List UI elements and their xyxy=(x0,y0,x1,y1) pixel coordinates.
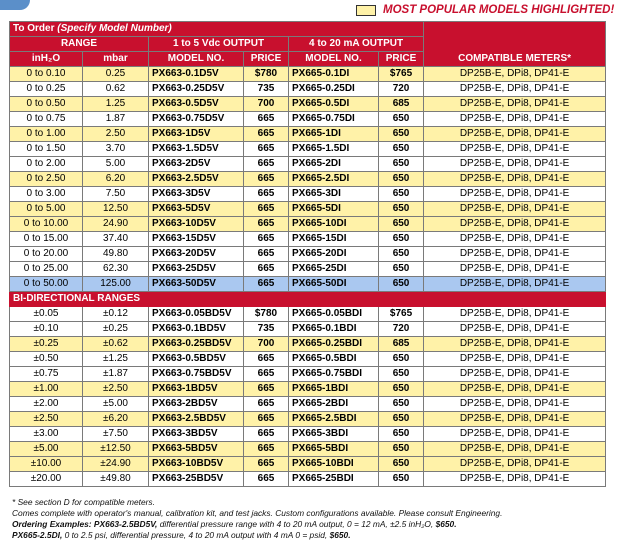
range-mbar: ±1.25 xyxy=(83,352,149,367)
range-mbar: 1.87 xyxy=(83,112,149,127)
range-inh2o: 0 to 0.25 xyxy=(10,82,83,97)
compatible-meters: DP25B-E, DPi8, DP41-E xyxy=(424,67,606,82)
range-inh2o: ±2.00 xyxy=(10,397,83,412)
compatible-meters: DP25B-E, DPi8, DP41-E xyxy=(424,472,606,487)
vdc-model-number: PX663-0.5BD5V xyxy=(149,352,244,367)
ma-price: 650 xyxy=(379,262,424,277)
table-row xyxy=(10,187,606,202)
title-main: To Order xyxy=(13,23,55,34)
vdc-price: 700 xyxy=(244,337,289,352)
ma-price: 650 xyxy=(379,412,424,427)
compatible-meters: DP25B-E, DPi8, DP41-E xyxy=(424,442,606,457)
ma-price: $765 xyxy=(379,67,424,82)
compatible-meters: DP25B-E, DPi8, DP41-E xyxy=(424,352,606,367)
vdc-price: 665 xyxy=(244,187,289,202)
range-mbar: ±24.90 xyxy=(83,457,149,472)
table-title xyxy=(10,22,424,37)
note-meters: * See section D for compatible meters. xyxy=(12,497,155,507)
ma-model-number: PX665-3BDI xyxy=(289,427,379,442)
range-mbar: 0.25 xyxy=(83,67,149,82)
ma-price: 685 xyxy=(379,337,424,352)
range-inh2o: ±0.05 xyxy=(10,307,83,322)
range-mbar: 5.00 xyxy=(83,157,149,172)
compatible-meters: DP25B-E, DPi8, DP41-E xyxy=(424,367,606,382)
ma-price: 720 xyxy=(379,322,424,337)
ma-model-number: PX665-3DI xyxy=(289,187,379,202)
range-inh2o: ±20.00 xyxy=(10,472,83,487)
range-mbar: 2.50 xyxy=(83,127,149,142)
table-row xyxy=(10,262,606,277)
compatible-meters: DP25B-E, DPi8, DP41-E xyxy=(424,202,606,217)
ma-model-number: PX665-0.25BDI xyxy=(289,337,379,352)
ma-model-number: PX665-1BDI xyxy=(289,382,379,397)
vdc-price: 665 xyxy=(244,277,289,292)
table-row xyxy=(10,112,606,127)
header-compatible-meters: COMPATIBLE METERS* xyxy=(424,22,606,67)
ma-model-number: PX665-1.5DI xyxy=(289,142,379,157)
table-row xyxy=(10,67,606,82)
vdc-price: 665 xyxy=(244,367,289,382)
vdc-price: 735 xyxy=(244,322,289,337)
ordering-example-2 xyxy=(12,530,624,541)
header-ma-output: 4 to 20 mA OUTPUT xyxy=(289,37,424,52)
ma-model-number: PX665-0.75BDI xyxy=(289,367,379,382)
note-includes: Comes complete with operator's manual, calibration kit, and test jacks. Custom configurations available. Please consult Engineering. xyxy=(12,508,503,518)
header-range: RANGE xyxy=(10,37,149,52)
range-mbar: ±49.80 xyxy=(83,472,149,487)
ma-model-number: PX665-10BDI xyxy=(289,457,379,472)
range-mbar: 3.70 xyxy=(83,142,149,157)
ma-price: 650 xyxy=(379,112,424,127)
col-mbar: mbar xyxy=(83,52,149,67)
ma-model-number: PX665-2DI xyxy=(289,157,379,172)
compatible-meters: DP25B-E, DPi8, DP41-E xyxy=(424,232,606,247)
example-1-price: $650. xyxy=(433,519,457,529)
vdc-price: 665 xyxy=(244,442,289,457)
ma-model-number: PX665-0.25DI xyxy=(289,82,379,97)
example-2-price: $650. xyxy=(327,530,351,540)
ma-price: 650 xyxy=(379,172,424,187)
vdc-model-number: PX663-5D5V xyxy=(149,202,244,217)
table-row xyxy=(10,82,606,97)
range-inh2o: 0 to 3.00 xyxy=(10,187,83,202)
compatible-meters: DP25B-E, DPi8, DP41-E xyxy=(424,97,606,112)
ma-model-number: PX665-1DI xyxy=(289,127,379,142)
ma-price: 650 xyxy=(379,247,424,262)
ma-price: 650 xyxy=(379,202,424,217)
range-inh2o: ±0.75 xyxy=(10,367,83,382)
range-mbar: 49.80 xyxy=(83,247,149,262)
range-mbar: ±1.87 xyxy=(83,367,149,382)
range-inh2o: ±5.00 xyxy=(10,442,83,457)
compatible-meters: DP25B-E, DPi8, DP41-E xyxy=(424,172,606,187)
table-row xyxy=(10,157,606,172)
range-mbar: 1.25 xyxy=(83,97,149,112)
popular-legend xyxy=(356,2,614,18)
range-mbar: ±0.12 xyxy=(83,307,149,322)
col-ma-price: PRICE xyxy=(379,52,424,67)
range-inh2o: 0 to 15.00 xyxy=(10,232,83,247)
compatible-meters: DP25B-E, DPi8, DP41-E xyxy=(424,112,606,127)
range-mbar: ±12.50 xyxy=(83,442,149,457)
table-row xyxy=(10,412,606,427)
vdc-model-number: PX663-0.25BD5V xyxy=(149,337,244,352)
bidirectional-rows xyxy=(10,307,606,487)
range-inh2o: 0 to 2.00 xyxy=(10,157,83,172)
vdc-model-number: PX663-1.5D5V xyxy=(149,142,244,157)
ma-model-number: PX665-0.75DI xyxy=(289,112,379,127)
compatible-meters: DP25B-E, DPi8, DP41-E xyxy=(424,82,606,97)
bidirectional-heading: BI-DIRECTIONAL RANGES xyxy=(10,292,606,307)
table-row xyxy=(10,367,606,382)
table-row xyxy=(10,457,606,472)
range-inh2o: 0 to 0.50 xyxy=(10,97,83,112)
decorative-corner xyxy=(0,0,30,10)
vdc-price: $780 xyxy=(244,67,289,82)
range-mbar: 7.50 xyxy=(83,187,149,202)
ma-model-number: PX665-0.05BDI xyxy=(289,307,379,322)
vdc-model-number: PX663-2D5V xyxy=(149,157,244,172)
range-inh2o: 0 to 25.00 xyxy=(10,262,83,277)
table-row xyxy=(10,382,606,397)
table-row xyxy=(10,322,606,337)
ma-price: 650 xyxy=(379,352,424,367)
compatible-meters: DP25B-E, DPi8, DP41-E xyxy=(424,397,606,412)
compatible-meters: DP25B-E, DPi8, DP41-E xyxy=(424,262,606,277)
compatible-meters: DP25B-E, DPi8, DP41-E xyxy=(424,187,606,202)
ma-price: 650 xyxy=(379,367,424,382)
ma-model-number: PX665-5DI xyxy=(289,202,379,217)
col-vdc-model: MODEL NO. xyxy=(149,52,244,67)
vdc-price: 665 xyxy=(244,232,289,247)
vdc-price: 665 xyxy=(244,382,289,397)
ma-price: 650 xyxy=(379,277,424,292)
vdc-model-number: PX663-10D5V xyxy=(149,217,244,232)
legend-text: MOST POPULAR MODELS HIGHLIGHTED! xyxy=(383,4,615,16)
ma-model-number: PX665-0.5DI xyxy=(289,97,379,112)
vdc-model-number: PX663-0.5D5V xyxy=(149,97,244,112)
vdc-model-number: PX663-0.75BD5V xyxy=(149,367,244,382)
vdc-model-number: PX663-0.1D5V xyxy=(149,67,244,82)
compatible-meters: DP25B-E, DPi8, DP41-E xyxy=(424,457,606,472)
range-mbar: ±2.50 xyxy=(83,382,149,397)
range-mbar: ±0.62 xyxy=(83,337,149,352)
ma-price: $765 xyxy=(379,307,424,322)
table-row xyxy=(10,142,606,157)
vdc-price: 665 xyxy=(244,127,289,142)
ma-price: 650 xyxy=(379,157,424,172)
vdc-model-number: PX663-5BD5V xyxy=(149,442,244,457)
vdc-price: 665 xyxy=(244,202,289,217)
table-row xyxy=(10,247,606,262)
range-mbar: 125.00 xyxy=(83,277,149,292)
ma-model-number: PX665-2.5BDI xyxy=(289,412,379,427)
range-mbar: 62.30 xyxy=(83,262,149,277)
table-row xyxy=(10,427,606,442)
range-inh2o: 0 to 20.00 xyxy=(10,247,83,262)
vdc-price: 665 xyxy=(244,142,289,157)
ma-price: 650 xyxy=(379,232,424,247)
vdc-model-number: PX663-10BD5V xyxy=(149,457,244,472)
example-2-text: 0 to 2.5 psi, differential pressure, 4 to 20 mA output with 4 mA 0 = psid, xyxy=(62,530,328,540)
table-row xyxy=(10,307,606,322)
ma-model-number: PX665-25BDI xyxy=(289,472,379,487)
table-row xyxy=(10,127,606,142)
range-mbar: 24.90 xyxy=(83,217,149,232)
ma-model-number: PX665-5BDI xyxy=(289,442,379,457)
range-mbar: ±7.50 xyxy=(83,427,149,442)
range-inh2o: 0 to 5.00 xyxy=(10,202,83,217)
col-ma-model: MODEL NO. xyxy=(289,52,379,67)
vdc-model-number: PX663-20D5V xyxy=(149,247,244,262)
ma-model-number: PX665-15DI xyxy=(289,232,379,247)
ma-price: 650 xyxy=(379,442,424,457)
compatible-meters: DP25B-E, DPi8, DP41-E xyxy=(424,127,606,142)
ma-price: 650 xyxy=(379,382,424,397)
compatible-meters: DP25B-E, DPi8, DP41-E xyxy=(424,142,606,157)
ma-model-number: PX665-20DI xyxy=(289,247,379,262)
compatible-meters: DP25B-E, DPi8, DP41-E xyxy=(424,412,606,427)
vdc-model-number: PX663-0.05BD5V xyxy=(149,307,244,322)
range-inh2o: ±0.50 xyxy=(10,352,83,367)
vdc-price: 735 xyxy=(244,82,289,97)
range-inh2o: ±0.10 xyxy=(10,322,83,337)
range-mbar: 12.50 xyxy=(83,202,149,217)
table-row xyxy=(10,352,606,367)
vdc-price: 665 xyxy=(244,472,289,487)
range-inh2o: ±1.00 xyxy=(10,382,83,397)
table-row xyxy=(10,97,606,112)
vdc-model-number: PX663-50D5V xyxy=(149,277,244,292)
ma-model-number: PX665-2.5DI xyxy=(289,172,379,187)
bidirectional-section xyxy=(10,292,606,307)
vdc-price: $780 xyxy=(244,307,289,322)
vdc-model-number: PX663-15D5V xyxy=(149,232,244,247)
vdc-model-number: PX663-25D5V xyxy=(149,262,244,277)
table-row xyxy=(10,397,606,412)
range-inh2o: 0 to 1.50 xyxy=(10,142,83,157)
compatible-meters: DP25B-E, DPi8, DP41-E xyxy=(424,157,606,172)
table-row xyxy=(10,277,606,292)
ma-price: 650 xyxy=(379,457,424,472)
ordering-example-1 xyxy=(12,519,624,530)
ma-model-number: PX665-0.1BDI xyxy=(289,322,379,337)
range-inh2o: 0 to 0.10 xyxy=(10,67,83,82)
example-1-label: Ordering Examples: PX663-2.5BD5V, xyxy=(12,519,158,529)
vdc-price: 665 xyxy=(244,427,289,442)
vdc-price: 665 xyxy=(244,412,289,427)
compatible-meters: DP25B-E, DPi8, DP41-E xyxy=(424,322,606,337)
ma-price: 650 xyxy=(379,142,424,157)
vdc-price: 665 xyxy=(244,457,289,472)
footnotes xyxy=(12,497,624,541)
compatible-meters: DP25B-E, DPi8, DP41-E xyxy=(424,277,606,292)
compatible-meters: DP25B-E, DPi8, DP41-E xyxy=(424,382,606,397)
vdc-price: 665 xyxy=(244,352,289,367)
range-mbar: 6.20 xyxy=(83,172,149,187)
vdc-model-number: PX663-1D5V xyxy=(149,127,244,142)
range-inh2o: ±3.00 xyxy=(10,427,83,442)
vdc-model-number: PX663-2BD5V xyxy=(149,397,244,412)
ma-price: 685 xyxy=(379,97,424,112)
vdc-price: 700 xyxy=(244,97,289,112)
vdc-model-number: PX663-3D5V xyxy=(149,187,244,202)
table-row xyxy=(10,217,606,232)
range-inh2o: ±0.25 xyxy=(10,337,83,352)
ma-model-number: PX665-0.1DI xyxy=(289,67,379,82)
compatible-meters: DP25B-E, DPi8, DP41-E xyxy=(424,247,606,262)
title-sub: (Specify Model Number) xyxy=(57,23,172,34)
ma-model-number: PX665-2BDI xyxy=(289,397,379,412)
range-inh2o: 0 to 0.75 xyxy=(10,112,83,127)
compatible-meters: DP25B-E, DPi8, DP41-E xyxy=(424,307,606,322)
range-mbar: ±0.25 xyxy=(83,322,149,337)
vdc-model-number: PX663-0.25D5V xyxy=(149,82,244,97)
ma-model-number: PX665-50DI xyxy=(289,277,379,292)
vdc-price: 665 xyxy=(244,172,289,187)
vdc-price: 665 xyxy=(244,397,289,412)
vdc-model-number: PX663-0.75D5V xyxy=(149,112,244,127)
ma-model-number: PX665-0.5BDI xyxy=(289,352,379,367)
range-inh2o: ±2.50 xyxy=(10,412,83,427)
table-row xyxy=(10,172,606,187)
ma-price: 650 xyxy=(379,427,424,442)
table-row xyxy=(10,202,606,217)
vdc-model-number: PX663-0.1BD5V xyxy=(149,322,244,337)
table-row xyxy=(10,232,606,247)
range-inh2o: 0 to 2.50 xyxy=(10,172,83,187)
range-mbar: 0.62 xyxy=(83,82,149,97)
range-mbar: ±5.00 xyxy=(83,397,149,412)
vdc-price: 665 xyxy=(244,247,289,262)
compatible-meters: DP25B-E, DPi8, DP41-E xyxy=(424,217,606,232)
range-inh2o: 0 to 10.00 xyxy=(10,217,83,232)
vdc-model-number: PX663-1BD5V xyxy=(149,382,244,397)
header-vdc-output: 1 to 5 Vdc OUTPUT xyxy=(149,37,289,52)
ma-price: 650 xyxy=(379,397,424,412)
vdc-price: 665 xyxy=(244,217,289,232)
unidirectional-rows xyxy=(10,67,606,292)
compatible-meters: DP25B-E, DPi8, DP41-E xyxy=(424,427,606,442)
vdc-price: 665 xyxy=(244,262,289,277)
range-inh2o: ±10.00 xyxy=(10,457,83,472)
vdc-price: 665 xyxy=(244,157,289,172)
table-row xyxy=(10,337,606,352)
ma-model-number: PX665-10DI xyxy=(289,217,379,232)
range-inh2o: 0 to 50.00 xyxy=(10,277,83,292)
vdc-model-number: PX663-2.5BD5V xyxy=(149,412,244,427)
range-mbar: ±6.20 xyxy=(83,412,149,427)
ordering-table xyxy=(9,21,606,487)
table-row xyxy=(10,442,606,457)
vdc-model-number: PX663-25BD5V xyxy=(149,472,244,487)
ma-price: 650 xyxy=(379,127,424,142)
highlight-swatch xyxy=(356,5,376,16)
range-mbar: 37.40 xyxy=(83,232,149,247)
example-1-text: differential pressure range with 4 to 20 mA output, 0 = 12 mA, ±2.5 inH₂O, xyxy=(157,519,434,529)
vdc-model-number: PX663-3BD5V xyxy=(149,427,244,442)
ma-price: 720 xyxy=(379,82,424,97)
col-vdc-price: PRICE xyxy=(244,52,289,67)
col-inh2o: inH₂O xyxy=(10,52,83,67)
vdc-model-number: PX663-2.5D5V xyxy=(149,172,244,187)
ma-price: 650 xyxy=(379,217,424,232)
table-row xyxy=(10,472,606,487)
ma-model-number: PX665-25DI xyxy=(289,262,379,277)
ma-price: 650 xyxy=(379,472,424,487)
example-2-label: PX665-2.5DI, xyxy=(12,530,63,540)
compatible-meters: DP25B-E, DPi8, DP41-E xyxy=(424,337,606,352)
range-inh2o: 0 to 1.00 xyxy=(10,127,83,142)
ma-price: 650 xyxy=(379,187,424,202)
vdc-price: 665 xyxy=(244,112,289,127)
